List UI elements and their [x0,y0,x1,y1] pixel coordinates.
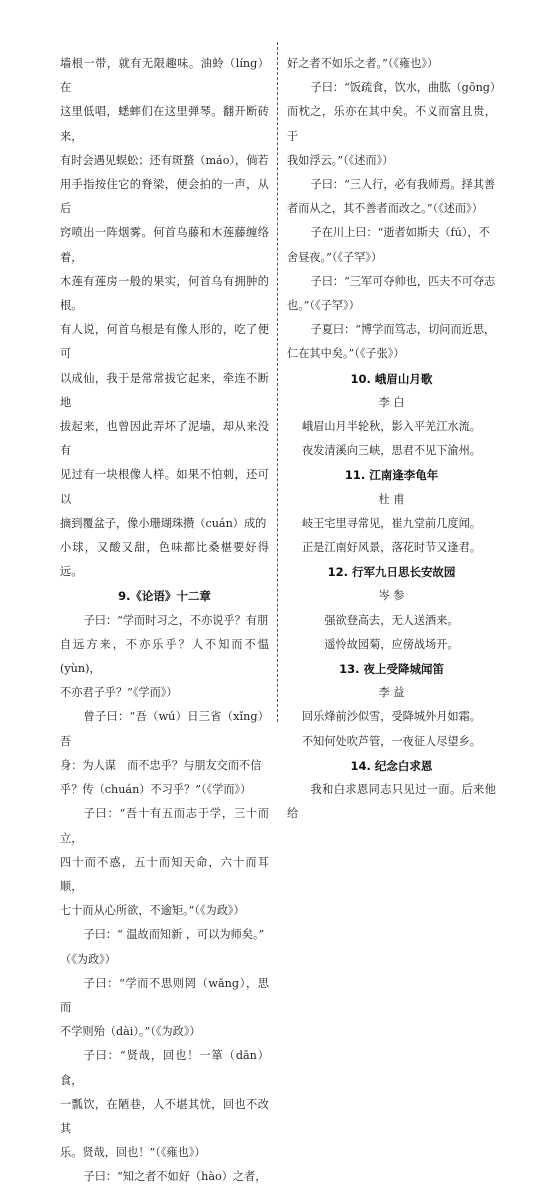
text-line: 也。”（《子罕》） [287,299,360,313]
text-line: 木莲有莲房一般的果实，何首乌有拥肿的根。 [60,274,269,313]
poem-line: 强欲登高去，无人送酒来。 [324,613,459,627]
poem-title: 11. 江南逢李龟年 [344,468,439,483]
poem-line: 岐王宅里寻常见，崔九堂前几度闻。 [301,516,481,530]
text-line: 子夏曰：“博学而笃志，切问而近思， [310,323,496,337]
text-line: 乎？传（chuán）不习乎？”（《学而》） [60,783,252,797]
text-line: 身：为人谋 而不忠乎？与朋友交而不信 [60,758,262,772]
text-line: 我和白求恩同志只见过一面。后来他给 [287,783,496,821]
poem-author: 李 白 [378,395,405,409]
text-line: 子在川上曰：“逝者如斯夫（fú），不 [310,226,490,240]
poem-line: 夜发清溪向三峡，思君不见下渝州。 [301,444,481,458]
text-line: 这里低唱，蟋蟀们在这里弹琴。翻开断砖来， [60,105,269,143]
text-line: 而枕之，乐亦在其中矣。不义而富且贵，于 [287,105,496,143]
text-line: 子曰：“饭疏食，饮水，曲肱（gōng） [310,81,502,95]
text-line: 不学则殆（dài）。”（《为政》） [60,1025,201,1039]
poem-title: 12. 行军九日思长安故园 [327,565,456,580]
text-line: 者而从之，其不善者而改之。”（《述而》） [287,202,483,216]
text-line: 拔起来，也曾因此弄坏了泥墙，却从来没有 [60,420,269,458]
text-line: 好之者不如乐之者。”（《雍也》） [287,57,439,70]
text-line: 子曰：“知之者不如好（hào）之者， [83,1170,267,1184]
text-line: 摘到覆盆子，像小珊瑚珠攒（cuán）成的 [60,516,267,530]
text-line: 子曰：“三人行，必有我师焉。择其善 [310,178,496,192]
text-line: 有时会遇见蜈蚣；还有斑蝥（máo），倘若 [60,153,269,167]
text-line: 子曰：“三军可夺帅也，匹夫不可夺志 [310,274,496,288]
poem-author: 岑 参 [378,589,405,603]
text-line: 不亦君子乎？”《学而》） [60,686,178,700]
poem-line: 正是江南好风景，落花时节又逢君。 [301,541,481,555]
poem-title: 10. 峨眉山月歌 [350,371,433,386]
poem-line: 峨眉山月半轮秋，影入平羌江水流。 [301,420,481,434]
text-line: 子曰：“学而时习之，不亦说乎？有朋 [83,613,269,627]
text-line: 以成仙，我于是常常拔它起来，牵连不断地 [60,371,269,409]
text-line: 曾子曰：“吾（wú）日三省（xǐng）吾 [60,710,269,748]
text-line: 窍喷出一阵烟雾。何首乌藤和木莲藤缠络着， [60,226,269,264]
poem-line: 回乐烽前沙似雪，受降城外月如霜。 [301,710,481,724]
text-line: 子曰：“学而不思则罔（wǎng），思而 [60,976,269,1014]
poem-author: 杜 甫 [378,492,405,506]
text-line: 有人说，何首乌根是有像人形的，吃了便可 [60,323,269,361]
text-line: 舍昼夜。”（《子罕》） [287,250,383,264]
left-column [60,52,269,1190]
poem-author: 李 益 [378,686,405,700]
text-line: 小球，又酸又甜，色味都比桑椹要好得远。 [60,541,269,579]
text-line: 用手指按住它的脊梁，便会拍的一声，从后 [60,178,269,216]
text-line: 墙根一带，就有无限趣味。油蛉（líng）在 [60,57,269,95]
text-line: 七十而从心所欲，不逾矩。”（《为政》） [60,904,245,918]
section-title: 14. 纪念白求恩 [350,758,433,773]
poem-title: 13. 夜上受降城闻笛 [339,662,444,677]
section-title: 9.《论语》十二章 [118,589,211,604]
text-line: 见过有一块根像人样。如果不怕刺，还可以 [60,468,269,506]
text-line: 子曰：“ 温故而知新 ，可以为师矣。” [83,928,265,942]
text-line: 四十而不惑，五十而知天命，六十而耳顺， [60,855,269,893]
text-line: 子曰：“贤哉，回也！一箪（dān）食， [60,1049,269,1087]
right-column [287,52,502,827]
text-line: 我如浮云。”（《述而》） [287,153,394,167]
poem-line: 不知何处吹芦管，一夜征人尽望乡。 [301,734,481,748]
poem-line: 遥怜故园菊，应傍战场开。 [324,637,459,651]
text-line: 仁在其中矣。”（《子张》） [287,347,405,361]
column-divider [277,42,278,722]
text-line: 乐。贤哉，回也！”（《雍也》） [60,1146,206,1160]
text-line: 一瓢饮，在陋巷，人不堪其忧，回也不改其 [60,1097,269,1135]
text-line: 子曰：“吾十有五而志于学，三十而立， [60,807,269,845]
text-line: （《为政》） [60,952,116,966]
text-line: 自远方来，不亦乐乎？人不知而不愠(yùn)， [60,637,269,676]
